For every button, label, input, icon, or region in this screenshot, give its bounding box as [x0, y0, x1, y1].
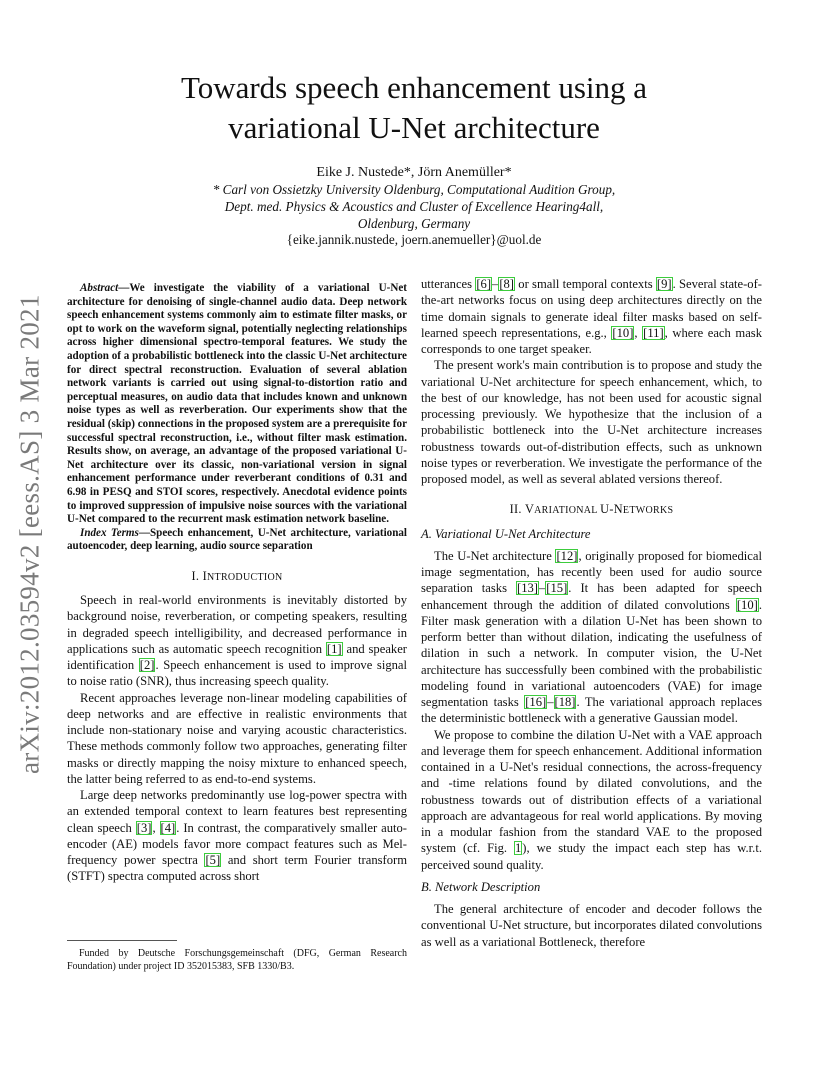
citation-link[interactable]: [8] [499, 277, 514, 291]
title-line-2: variational U-Net architecture [228, 110, 600, 145]
affiliation-line-1: * Carl von Ossietzky University Oldenburg, Computational Audition Group, [212, 182, 616, 197]
citation-link[interactable]: [16] [525, 695, 547, 709]
text-run: and speaker identification [67, 641, 407, 673]
intro-paragraph-1 [67, 592, 407, 690]
text-run: . Several state-of-the-art networks focus on using deep architectures directly on the time domain signals to generate ideal filter masks based on self-learned speech representations, e.g., [421, 277, 762, 340]
citation-link[interactable]: [11] [643, 325, 664, 340]
intro-paragraph-3 [67, 787, 407, 885]
title-line-1: Towards speech enhancement using a [180, 70, 648, 105]
contribution-paragraph: The present work's main contribution is to propose and study the variational U-Net architecture for speech enhancement, which, to the best of our knowledge, has not been used for acoustic signal processing previously. We hypothesize that the inclusion of a probabilistic bottleneck into the U-Net architecture increases robustness towards out-of-distribution effects, such as unknown noise types or reverberation. We investigate the performance of the proposed model, as well as several ablated versions thereof. [421, 358, 762, 486]
citation-link[interactable]: [15] [546, 581, 568, 596]
section-cap: I [202, 568, 208, 583]
text-run: utterances [421, 277, 476, 291]
section-number: I. [191, 568, 203, 583]
architecture-paragraph-2 [421, 727, 762, 873]
architecture-paragraph-1 [421, 548, 762, 727]
text-run: . Filter mask generation with a dilation U-Net has been shown to perform better than without dilation, indicating the usefulness of dilation in such a network. In computer vision, the U-Net architecture has successfully been combined with the probabilistic modeling found in variational autoencoders (VAE) for image segmentation tasks [421, 597, 762, 709]
text-run: and short term Fourier transform (STFT) spectra computed across short [67, 853, 407, 884]
section-rest: ARIATIONAL [534, 505, 601, 517]
section-heading-introduction [67, 568, 407, 586]
author-emails: {eike.jannik.nustede, joern.anemueller}@uol.de [286, 232, 542, 247]
text-run: or small temporal contexts [515, 277, 656, 291]
text-run: – [492, 277, 499, 291]
index-terms-lead: Index Terms [80, 526, 139, 539]
citation-link[interactable]: [9] [656, 277, 672, 291]
subsection-heading-network-description: B. Network Description [421, 879, 541, 894]
right-column [421, 276, 762, 950]
citation-link[interactable]: [18] [554, 695, 576, 709]
section-rest: ETWORKS [622, 505, 674, 517]
text-run: , where each mask corresponds to one target speaker. [421, 325, 762, 356]
text-run: , [152, 820, 160, 835]
left-column [67, 282, 407, 885]
text-run: Speech in real-world environments is inevitably distorted by background noise, reverberation, or competing speakers, resulting in degraded speech intelligibility, and decreased performance in applications such as automatic speech recognition [67, 593, 407, 656]
text-run: . Speech enhancement is used to improve signal to noise ratio (SNR), thus increasing speech quality. [67, 658, 407, 689]
citation-link[interactable]: [6] [476, 277, 492, 291]
text-run: – [547, 695, 554, 709]
citation-link[interactable]: [12] [556, 548, 578, 563]
figure-link[interactable]: 1 [515, 841, 522, 856]
index-terms-text: —Speech enhancement, U-Net architecture, variational autoencoder, deep learning, audio source separation [67, 526, 407, 553]
citation-link[interactable]: [10] [736, 597, 758, 612]
section-cap: U-N [600, 502, 623, 517]
citation-link[interactable]: [4] [160, 820, 176, 835]
intro-paragraph-3-continued [421, 276, 762, 357]
section-rest: NTRODUCTION [207, 571, 283, 583]
citation-link[interactable]: [3] [136, 820, 152, 835]
text-run: ), we study the impact each step has w.r.t. perceived sound quality. [421, 841, 762, 872]
index-terms [67, 527, 407, 554]
citation-link[interactable]: [13] [517, 581, 538, 596]
section-cap: V [524, 502, 535, 517]
paper-title [80, 68, 748, 148]
subsection-heading-architecture: A. Variational U-Net Architecture [421, 526, 591, 541]
text-run: , originally proposed for biomedical image segmentation, has recently been used for audio source separation tasks [421, 548, 762, 596]
citation-link[interactable]: [2] [139, 658, 155, 673]
authors: Eike J. Nustede*, Jörn Anemüller* [316, 165, 512, 180]
text-run: The U-Net architecture [434, 548, 556, 563]
abstract [67, 282, 407, 527]
text-run: – [539, 581, 546, 596]
arxiv-stamp: arXiv:2012.03594v2 [eess.AS] 3 Mar 2021 [14, 294, 45, 774]
citation-link[interactable]: [5] [205, 853, 221, 868]
funding-footnote: Funded by Deutsche Forschungsgemeinschaft (DFG, German Research Foundation) under project ID 352015383, SFB 1330/B3. [67, 948, 407, 972]
intro-paragraph-2: Recent approaches leverage non-linear modeling capabilities of deep networks and are effective in realistic environments that include non-stationary noise and varying acoustic characteristics. These methods commonly follow two approaches, generating filter masks or directly mapping the noisy mixture to enhanced speech, the latter being referred to as end-to-end systems. [67, 690, 407, 786]
network-description-paragraph: The general architecture of encoder and decoder follows the conventional U-Net structure, but incorporates dilated convolutions as well as a variational Bottleneck, therefore [421, 902, 762, 949]
abstract-lead: Abstract [80, 282, 119, 294]
section-heading-variational-u-networks [421, 501, 762, 519]
text-run: , [634, 325, 643, 340]
text-run: . It has been adapted for speech enhancement through the addition of dilated convolutions [421, 581, 762, 612]
footnote-rule [67, 940, 177, 941]
section-number: II. [509, 502, 525, 517]
text-run: We propose to combine the dilation U-Net with a VAE approach and leverage them for speech enhancement. Additional information contained in a U-Net's residual connections, the across-frequency and -time relations found by dilated convolutions, and the robustness towards out of distribution effects of a variational approach are advantageous for real world applications. By moving in a modular fashion from the standard VAE to the proposed system (cf. Fig. [421, 727, 762, 856]
text-run: Large deep networks predominantly use log-power spectra with an extended temporal context to learn features best representing clean speech [67, 788, 407, 835]
affiliation-line-3: Oldenburg, Germany [357, 216, 471, 231]
affiliation-line-2: Dept. med. Physics & Acoustics and Cluster of Excellence Hearing4all, [224, 199, 604, 214]
text-run: . In contrast, the comparatively smaller auto-encoder (AE) models favor more compact features such as Mel-frequency power spectra [67, 820, 407, 868]
citation-link[interactable]: [1] [326, 641, 342, 656]
affiliation [80, 181, 748, 232]
text-run: . The variational approach replaces the deterministic bottleneck with a generative Gaussian model. [421, 695, 762, 726]
citation-link[interactable]: [10] [612, 325, 634, 340]
abstract-text: —We investigate the viability of a variational U-Net architecture for denoising of single-channel audio data. Deep network speech enhancement systems commonly aim to estimate filter masks, or opt to work on the waveform signal, potentially neglecting relationships across higher dimensional spectro-temporal features. We study the adoption of a probabilistic bottleneck into the classic U-Net architecture for direct spectral reconstruction. Evaluation of several ablation network variants is carried out using signal-to-distortion ratio and perceptual measures, on audio data that includes known and unknown noise types as well as reverberation. Our experiments show that the residual (skip) connections in the proposed system are a prerequisite for successful spectral reconstruction, i.e., without filter mask estimation. Results show, on average, an advantage of the proposed variational U-Net architecture over its classic, non-variational version in signal enhancement performance under reverberant conditions of 0.31 and 6.98 in PESQ and STOI scores, respectively. Anecdotal evidence points to improved suppression of impulsive noise sources with the variational U-Net compared to the recurrent mask estimation network baseline. [67, 282, 407, 526]
